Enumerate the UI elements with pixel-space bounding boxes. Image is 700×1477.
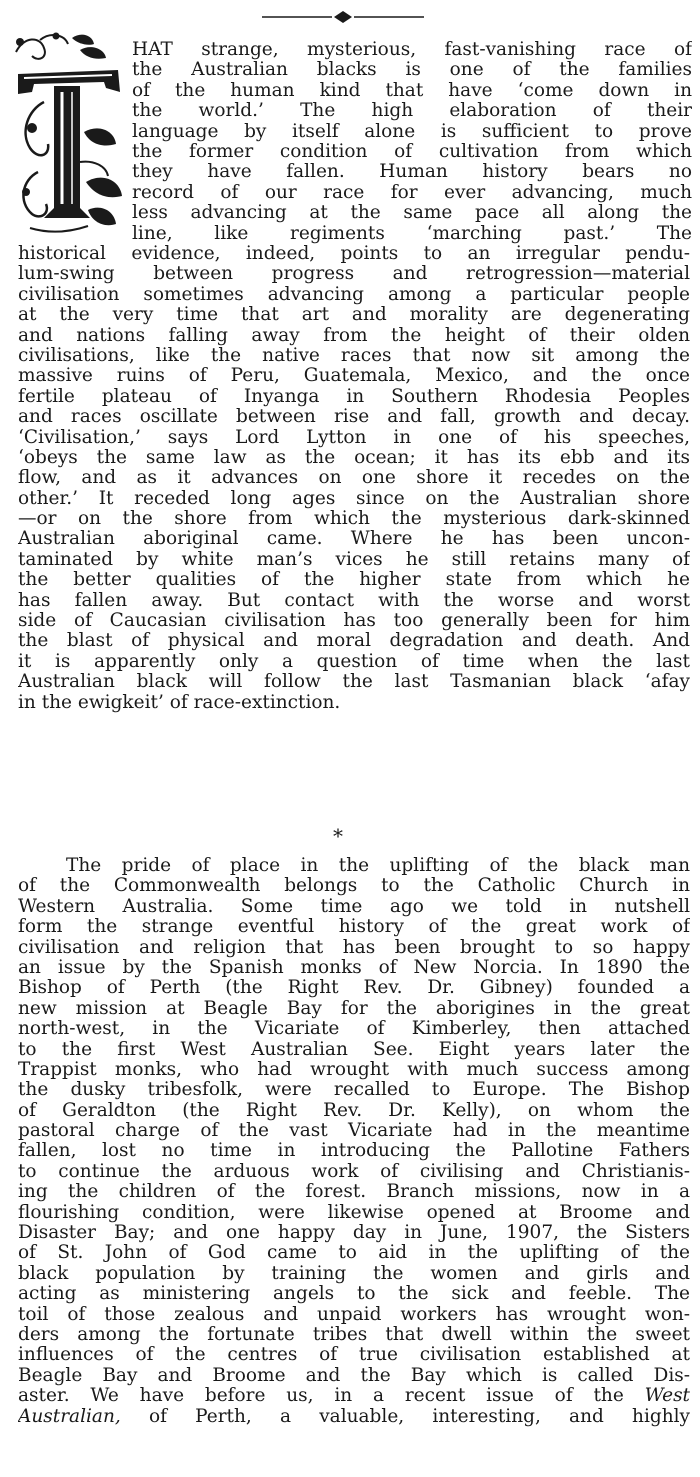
text-line: the better qualities of the higher state from which he xyxy=(18,570,690,591)
drop-cap-letter: T xyxy=(66,161,68,163)
text-line: civilisation sometimes advancing among a particular people xyxy=(18,284,690,305)
text-line: aster. We have before us, in a recent issue of the West xyxy=(18,1386,690,1407)
text-line: toil of those zealous and unpaid workers has wrought won- xyxy=(18,1304,690,1325)
text-line: pastoral charge of the vast Vicariate had in the meantime xyxy=(18,1121,690,1142)
text-line: Western Australia. Some time ago we told in nutshell xyxy=(18,896,690,917)
text-line: —or on the shore from which the mysterious dark-skinned xyxy=(18,509,690,530)
text-line: flourishing condition, were likewise opened at Broome and xyxy=(18,1202,690,1223)
text-line: fallen, lost no time in introducing the Pallotine Fathers xyxy=(18,1141,690,1162)
text-line-final xyxy=(18,1407,690,1427)
text-line: Australian aboriginal came. Where he has been uncon- xyxy=(18,529,690,550)
text-line: less advancing at the same pace all along the xyxy=(132,203,692,224)
italic-title-start: West xyxy=(644,1386,690,1407)
text-line: Trappist monks, who had wrought with much success among xyxy=(18,1059,690,1080)
text-line: Australian black will follow the last Tasmanian black ‘afay xyxy=(18,672,690,693)
text-line: side of Caucasian civilisation has too generally been for him xyxy=(18,611,690,632)
text-line: at the very time that art and morality are degenerating xyxy=(18,305,690,326)
decorative-drop-cap xyxy=(10,32,128,237)
text-line: and races oscillate between rise and fall, growth and decay. xyxy=(18,407,690,428)
text-line: of Geraldton (the Right Rev. Dr. Kelly), on whom the xyxy=(18,1100,690,1121)
text-line: they have fallen. Human history bears no xyxy=(132,162,692,183)
text-line: ing the children of the forest. Branch missions, now in a xyxy=(18,1182,690,1203)
text-line: the dusky tribesfolk, were recalled to Europe. The Bishop xyxy=(18,1080,690,1101)
text-line: the blast of physical and moral degradation and death. And xyxy=(18,631,690,652)
italic-title: Australian, xyxy=(18,1406,121,1427)
section-separator: * xyxy=(333,824,343,848)
text-line: Bishop of Perth (the Right Rev. Dr. Gibney) founded a xyxy=(18,978,690,999)
text-line: HAT strange, mysterious, fast-vanishing race of xyxy=(132,40,692,60)
text-line: flow, and as it advances on one shore it recedes on the xyxy=(18,468,690,489)
text-line: massive ruins of Peru, Guatemala, Mexico, and the once xyxy=(18,366,690,387)
text-line: Disaster Bay; and one happy day in June, 1907, the Sisters xyxy=(18,1223,690,1244)
text-line: civilisation and religion that has been brought to so happy xyxy=(18,937,690,958)
text-line: an issue by the Spanish monks of New Norcia. In 1890 the xyxy=(18,957,690,978)
text-line: it is apparently only a question of time when the last xyxy=(18,651,690,672)
text-line: ‘Civilisation,’ says Lord Lytton in one of his speeches, xyxy=(18,427,690,448)
text-line: ‘obeys the same law as the ocean; it has its ebb and its xyxy=(18,447,690,468)
text-line: of the human kind that have ‘come down in xyxy=(132,80,692,101)
text-line: in the ewigkeit’ of race-extinction. xyxy=(18,692,341,713)
text-line: acting as ministering angels to the sick and feeble. The xyxy=(18,1284,690,1305)
text-line: ders among the fortunate tribes that dwell within the sweet xyxy=(18,1324,690,1345)
final-line-rest: of Perth, a valuable, interesting, and highly xyxy=(120,1406,690,1427)
text-line: the Australian blacks is one of the families xyxy=(132,60,692,81)
text-line: the former condition of cultivation from which xyxy=(132,141,692,162)
text-line: fertile plateau of Inyanga in Southern Rhodesia Peoples xyxy=(18,386,690,407)
text-line: black population by training the women and girls and xyxy=(18,1263,690,1284)
text-line: influences of the centres of true civilisation established at xyxy=(18,1345,690,1366)
text-line: historical evidence, indeed, points to an irregular pendu- xyxy=(18,244,690,264)
text-line: lum-swing between progress and retrogression—material xyxy=(18,264,690,285)
text-line: record of our race for ever advancing, much xyxy=(132,182,692,203)
text-line: has fallen away. But contact with the worse and worst xyxy=(18,590,690,611)
text-line: to the first West Australian See. Eight years later the xyxy=(18,1039,690,1060)
text-line: form the strange eventful history of the great work of xyxy=(18,917,690,938)
text-line: north-west, in the Vicariate of Kimberley, then attached xyxy=(18,1019,690,1040)
text-line: the world.’ The high elaboration of their xyxy=(132,101,692,122)
paragraph-2 xyxy=(18,856,690,1427)
text-line: civilisations, like the native races that now sit among the xyxy=(18,345,690,366)
text-line: Beagle Bay and Broome and the Bay which is called Dis- xyxy=(18,1365,690,1386)
text-line: other.’ It receded long ages since on the Australian shore xyxy=(18,488,690,509)
text-line: to continue the arduous work of civilising and Christianis- xyxy=(18,1161,690,1182)
opening-lines xyxy=(132,40,692,244)
text-line: The pride of place in the uplifting of the black man xyxy=(66,856,690,876)
text-line: of St. John of God came to aid in the uplifting of the xyxy=(18,1243,690,1264)
text-line: and nations falling away from the height of their olden xyxy=(18,325,690,346)
text-line: new mission at Beagle Bay for the aborigines in the great xyxy=(18,998,690,1019)
paragraph-1-body xyxy=(18,244,690,713)
text-line: language by itself alone is sufficient to prove xyxy=(132,121,692,142)
ornamental-rule xyxy=(262,10,424,24)
text-line: taminated by white man’s vices he still retains many of xyxy=(18,549,690,570)
text-line: of the Commonwealth belongs to the Catholic Church in xyxy=(18,876,690,897)
text-line: line, like regiments ‘marching past.’ The xyxy=(132,223,692,244)
